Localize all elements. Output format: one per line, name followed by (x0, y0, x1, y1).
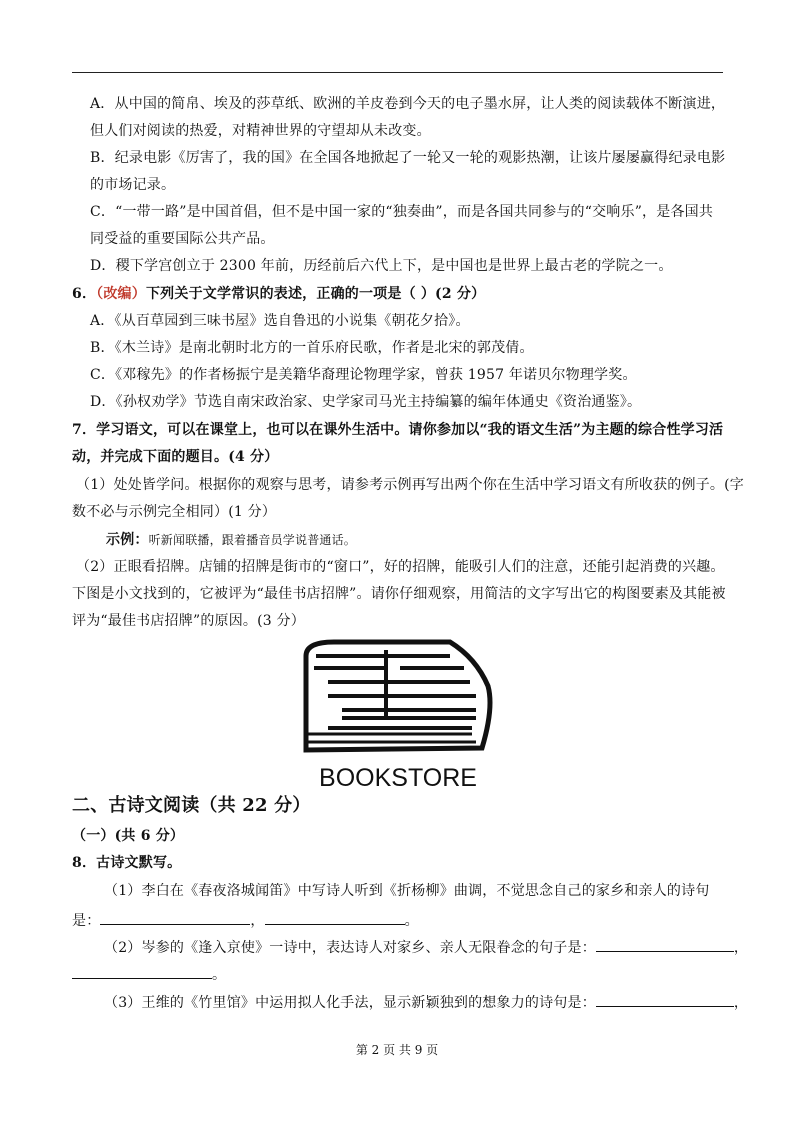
q7-part2-line3: 评为“最佳书店招牌”的原因。(3 分） (72, 613, 305, 629)
answer-blank-1b[interactable] (265, 908, 405, 925)
logo-text: BOOKSTORE (319, 764, 477, 792)
q6-text: 下列关于文学常识的表述，正确的一项是（ ）(2 分） (145, 286, 486, 302)
answer-blank-2a[interactable] (596, 935, 734, 952)
answer-blank-2b[interactable] (72, 962, 212, 979)
page-footer: 第 2 页 共 9 页 (355, 1043, 439, 1057)
q8-item2-line1: （2）岑参的《逢入京使》一诗中，表达诗人对家乡、亲人无限眷念的句子是： ， (104, 935, 748, 958)
q7-example (106, 530, 356, 550)
q8-item2-text: （2）岑参的《逢入京使》一诗中，表达诗人对家乡、亲人无限眷念的句子是： (104, 940, 596, 956)
q8-item3-text: （3）王维的《竹里馆》中运用拟人化手法，显示新颖独到的想象力的诗句是： (104, 995, 596, 1011)
header-rule (72, 72, 723, 73)
q7-part1-line1: （1）处处皆学问。根据你的观察与思考，请参考示例再写出两个你在生活中学习语文有所收获的例子。(字 (76, 477, 744, 493)
q5-option-b-line1: B．纪录电影《厉害了，我的国》在全国各地掀起了一轮又一轮的观影热潮，让该片屡屡赢得纪录电影 (90, 150, 726, 166)
q8-stem: 8．古诗文默写。 (72, 855, 182, 871)
q7-part2-line1: （2）正眼看招牌。店铺的招牌是街市的“窗口”，好的招牌，能吸引人们的注意，还能引起消费的兴趣。 (76, 559, 725, 575)
q8-item3-line1: （3）王维的《竹里馆》中运用拟人化手法，显示新颖独到的想象力的诗句是： ， (104, 990, 748, 1013)
q7-stem-line1: 7．学习语文，可以在课堂上，也可以在课外生活中。请你参加以“我的语文生活”为主题的综合性学习活 (72, 422, 724, 438)
section2-title: 二、古诗文阅读（共 22 分） (72, 795, 311, 816)
example-label: 示例： (106, 532, 149, 548)
book-icon (300, 638, 496, 794)
q7-part1-line2: 数不必与示例完全相同）(1 分） (72, 504, 277, 520)
answer-blank-3a[interactable] (596, 990, 734, 1007)
q7-part2-line2: 下图是小文找到的，它被评为“最佳书店招牌”。请你仔细观察，用简洁的文字写出它的构图要素及其能被 (72, 586, 726, 602)
q6-stem (72, 284, 485, 304)
q5-option-a-line1: A．从中国的简帛、埃及的莎草纸、欧洲的羊皮卷到今天的电子墨水屏，让人类的阅读载体不断演进， (90, 96, 726, 112)
q8-item2-line2: 。 (72, 962, 226, 985)
q6-tag: （改编） (96, 286, 146, 302)
bookstore-logo (300, 638, 496, 794)
q5-option-a-line2: 但人们对阅读的热爱，对精神世界的守望却从未改变。 (90, 123, 431, 139)
q6-option-b: B．《木兰诗》是南北朝时北方的一首乐府民歌，作者是北宋的郭茂倩。 (90, 340, 534, 356)
q5-option-d: D．稷下学宫创立于 2300 年前，历经前后六代上下，是中国也是世界上最古老的学院之一。 (90, 258, 673, 274)
q6-option-a: A．《从百草园到三味书屋》选自鲁迅的小说集《朝花夕拾》。 (90, 313, 470, 329)
q5-option-c-line1: C．“一带一路”是中国首倡，但不是中国一家的“独奏曲”，而是各国共同参与的“交响乐”，是各国共 (90, 204, 714, 220)
q8-item1-prefix: 是： (72, 913, 101, 929)
section2-subtitle: （一）(共 6 分） (72, 828, 185, 844)
q7-stem-line2: 动，并完成下面的题目。(4 分） (72, 449, 279, 465)
q5-option-c-line2: 同受益的重要国际公共产品。 (90, 231, 275, 247)
q5-option-b-line2: 的市场记录。 (90, 177, 176, 193)
q8-item1-line1: （1）李白在《春夜洛城闻笛》中写诗人听到《折杨柳》曲调，不觉思念自己的家乡和亲人的诗句 (104, 883, 710, 899)
answer-blank-1a[interactable] (100, 908, 250, 925)
q6-option-d: D．《孙权劝学》节选自南宋政治家、史学家司马光主持编纂的编年体通史《资治通鉴》。 (90, 394, 642, 410)
q6-number: 6． (72, 286, 97, 302)
example-text: 听新闻联播，跟着播音员学说普通话。 (148, 533, 357, 547)
q6-option-c: C．《邓稼先》的作者杨振宁是美籍华裔理论物理学家，曾获 1957 年诺贝尔物理学奖。 (90, 367, 637, 383)
q8-item1-line2: 是： ， 。 (72, 908, 419, 931)
